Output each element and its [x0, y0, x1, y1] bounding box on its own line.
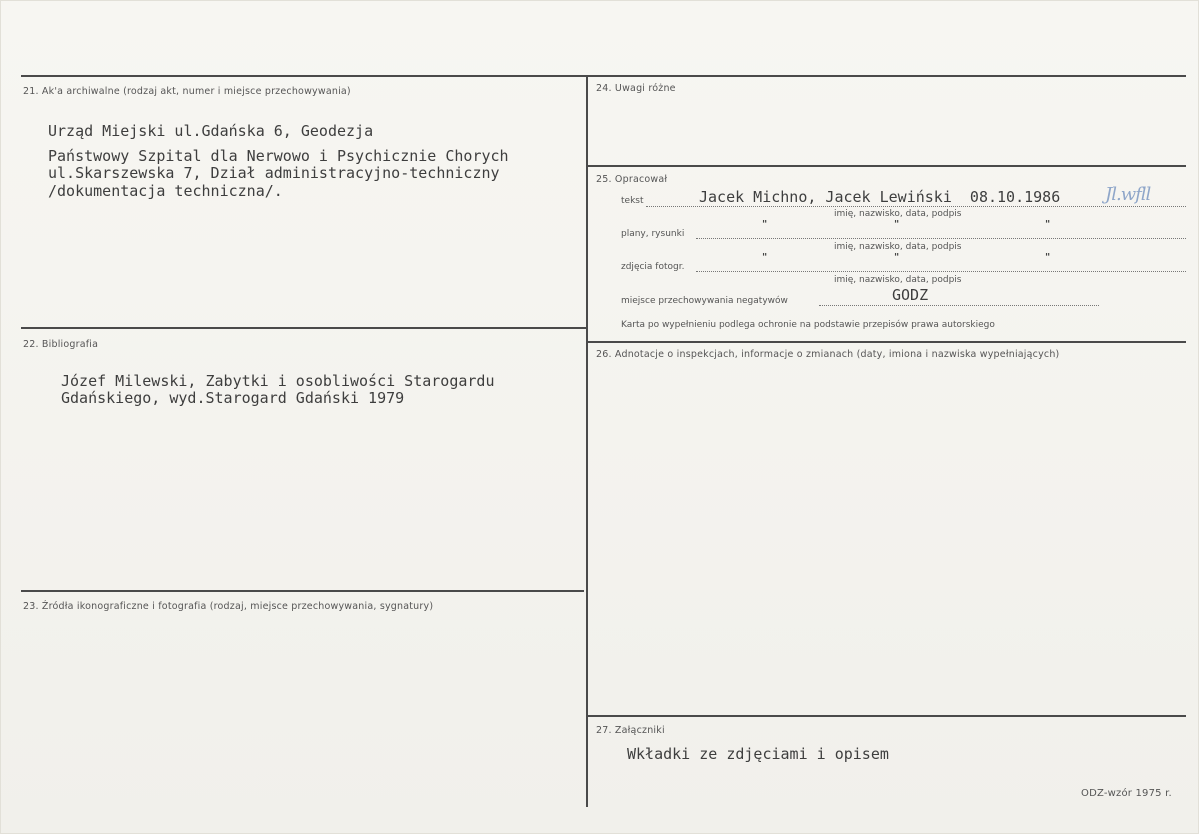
tekst-dotted-line — [646, 206, 1186, 207]
archive-line-4: /dokumentacja techniczna/. — [48, 182, 283, 200]
attachments-value: Wkładki ze zdjęciami i opisem — [627, 745, 889, 763]
rule-21-22 — [21, 327, 587, 329]
ditto-mark-1c: " — [1045, 219, 1051, 230]
zdjecia-dotted-line — [696, 271, 1186, 272]
ditto-mark-1a: " — [762, 219, 768, 230]
archive-line-3: ul.Skarszewska 7, Dział administracyjno-techniczny — [48, 164, 500, 182]
rule-25-26 — [588, 341, 1186, 343]
ditto-mark-2c: " — [1045, 252, 1051, 263]
section-21-label: 21. Ak'a archiwalne (rodzaj akt, numer i miejsce przechowywania) — [23, 86, 351, 97]
section-23-label: 23. Źródła ikonograficzne i fotografia (rodzaj, miejsce przechowywania, sygnatury) — [23, 601, 434, 612]
section-25-label: 25. Opracował — [596, 174, 668, 185]
bibliography-line-1: Józef Milewski, Zabytki i osobliwości Starogardu — [61, 372, 495, 390]
archive-line-2: Państwowy Szpital dla Nerwowo i Psychicznie Chorych — [48, 147, 509, 165]
caption-1: imię, nazwisko, data, podpis — [834, 209, 962, 219]
plany-dotted-line — [696, 238, 1186, 239]
ditto-mark-1b: " — [894, 219, 900, 230]
plany-label: plany, rysunki — [621, 229, 685, 239]
bibliography-line-2: Gdańskiego, wyd.Starogard Gdański 1979 — [61, 389, 405, 407]
negatywy-value: GODZ — [892, 286, 929, 304]
center-divider — [586, 75, 588, 807]
section-24-label: 24. Uwagi różne — [596, 83, 676, 94]
negatywy-label: miejsce przechowywania negatywów — [621, 296, 788, 306]
copyright-note: Karta po wypełnieniu podlega ochronie na podstawie przepisów prawa autorskiego — [621, 320, 995, 330]
section-22-label: 22. Bibliografia — [23, 339, 99, 350]
section-26-label: 26. Adnotacje o inspekcjach, informacje o zmianach (daty, imiona i nazwiska wypełniających) — [596, 349, 1060, 360]
top-rule — [21, 75, 1186, 77]
tekst-value: Jacek Michno, Jacek Lewiński 08.10.1986 — [699, 188, 1061, 206]
rule-22-23 — [21, 590, 584, 592]
ditto-mark-2a: " — [762, 252, 768, 263]
ditto-mark-2b: " — [894, 252, 900, 263]
zdjecia-label: zdjęcia fotogr. — [621, 262, 685, 272]
section-27-label: 27. Załączniki — [596, 725, 665, 736]
tekst-label: tekst — [621, 196, 644, 206]
caption-2: imię, nazwisko, data, podpis — [834, 242, 962, 252]
negatywy-dotted-line — [819, 305, 1099, 306]
handwritten-signature: Jl.wfll — [1105, 184, 1151, 205]
archive-line-1: Urząd Miejski ul.Gdańska 6, Geodezja — [48, 122, 374, 140]
rule-24-25 — [588, 165, 1186, 167]
rule-26-27 — [588, 715, 1186, 717]
form-code: ODZ-wzór 1975 r. — [1081, 788, 1172, 799]
caption-3: imię, nazwisko, data, podpis — [834, 275, 962, 285]
